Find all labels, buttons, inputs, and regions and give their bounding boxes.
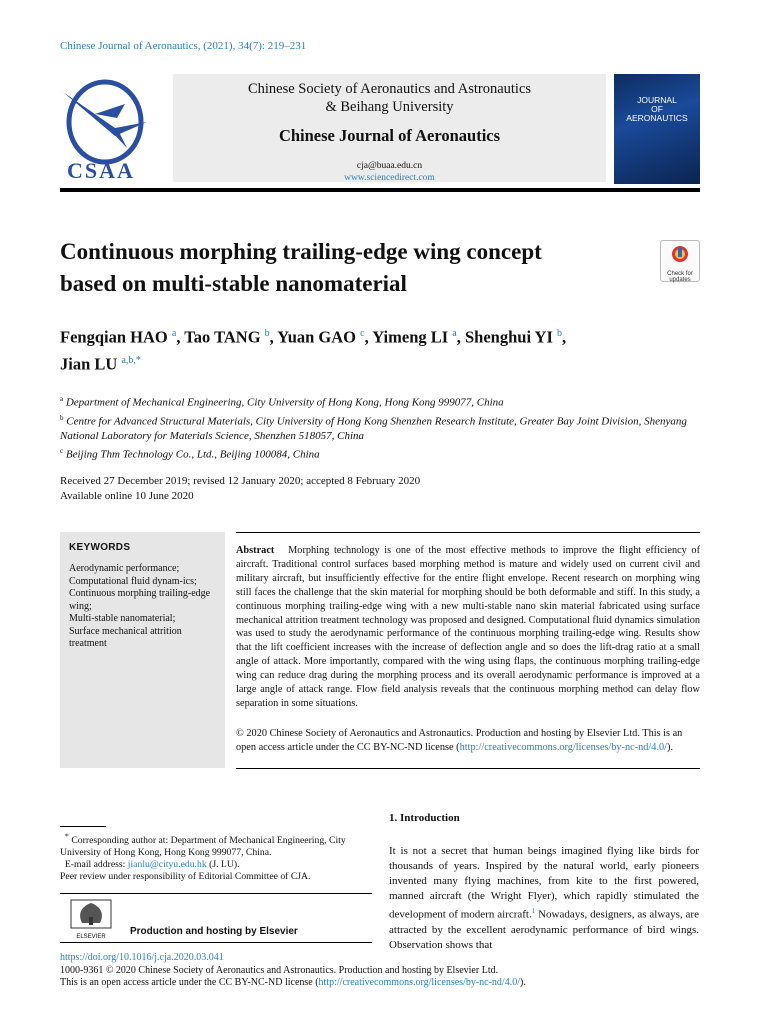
introduction-text: It is not a secret that human beings imagined flying like birds for thousands of years. Inspired by the natural world, early pioneers invented many flying machines, from kite to the first powered, manned aircraft (the Wright Flyer), which rapidly stimulated the development of modern aircraft.$^1$ Nowadays, designers, as always, are attracted by the excellent aerodynamic performance of bird wings. Observation shows that <box>389 845 699 951</box>
article-title-line1: Continuous morphing trailing-edge wing concept <box>60 239 542 264</box>
abstract-top-rule <box>236 532 700 533</box>
cover-text-line3: AERONAUTICS <box>626 113 688 123</box>
csaa-logo-text: CSAA <box>67 158 135 183</box>
csaa-logo <box>55 74 160 184</box>
abstract-bottom-rule <box>236 768 700 769</box>
available-online-date: Available online 10 June 2020 <box>60 490 194 502</box>
article-title <box>60 236 620 300</box>
society-name: Chinese Society of Aeronautics and Astronautics <box>247 81 532 97</box>
keywords-heading: KEYWORDS <box>69 542 131 553</box>
journal-website-link[interactable]: www.sciencedirect.com <box>344 173 435 183</box>
article-dates <box>60 474 700 504</box>
abstract-copyright: © 2020 Chinese Society of Aeronautics and Astronautics. Production and hosting by Elsevier Ltd. This is an open access article under the CC BY-NC-ND license (http://creativecommons.org/licenses/by-nc-nd/4.0/). <box>236 728 683 753</box>
journal-cover-image <box>614 74 700 184</box>
elsevier-production-box <box>60 893 372 943</box>
author-affil-sup[interactable]: c <box>360 328 365 339</box>
crossmark-label: Check for updates <box>667 271 693 283</box>
elsevier-logo-text: ELSEVIER <box>76 934 106 940</box>
author-affil-sup[interactable]: a <box>171 328 177 339</box>
author-affil-sup[interactable]: a,b,* <box>121 354 141 366</box>
journal-citation[interactable]: Chinese Journal of Aeronautics, (2021), 34(7): 219–231 <box>60 40 307 52</box>
author-list: Fengqian HAO $^a$, Tao TANG $^b$, Yuan GAO $^c$, Yimeng LI $^a$, Shenghui YI $^b$, Jian LU $^{a,b,*}$ <box>60 327 567 373</box>
affiliations <box>60 392 700 463</box>
author-affil-sup[interactable]: b <box>264 328 270 339</box>
crossmark-icon <box>670 244 690 264</box>
author-name[interactable]: Shenghui YI <box>465 327 553 347</box>
author-affil-sup[interactable]: a <box>452 328 457 339</box>
license-link[interactable]: http://creativecommons.org/licenses/by-nc-nd/4.0/ <box>459 741 668 753</box>
keywords-box <box>60 532 225 768</box>
page-footer: https://doi.org/10.1016/j.cja.2020.03.041 1000-9361 © 2020 Chinese Society of Aeronautics and Astronautics. Production and hosting by Elsevier Ltd. This is an open access article under the CC BY-NC-ND license (http://creativecommons.org/licenses/by-nc-nd/4.0/). <box>60 952 700 990</box>
author-name[interactable]: Fengqian HAO <box>60 327 168 347</box>
elsevier-logo <box>70 899 112 940</box>
abstract-text: Morphing technology is one of the most effective methods to improve the flight efficiency of aircraft. Traditional control surfaces based morphing method is mature and widely used on current civil and military aircraft, but insufficiently effective for the entire flight envelope. Recent research on morphing wing still faces the challenge that the skin material for morphing should be both deformable and stiff. In this study, a continuous morphing trailing-edge wing with a new multi-stable nano skin material fabricated using surface mechanical attrition treatment technology was proposed and designed. Computational fluid dynamics simulation was used to study the aerodynamic performance of the continuous morphing trailing-edge wing. Results show that the lift coefficient increases with the increase of deflection angle and so does the lift-drag ratio at a small angle of attack. More importantly, compared with the wing using flaps, the continuous morphing trailing-edge wing can reduce drag during the morphing process and its overall aerodynamic performance is improved at a large angle of attack range. Flow field analysis reveals that the continuous morphing method can delay flow separation in some situations. <box>236 545 700 709</box>
affiliation-item: $^a$ Department of Mechanical Engineering, City University of Hong Kong, Hong Kong 999077, China <box>60 395 504 409</box>
doi-link[interactable]: https://doi.org/10.1016/j.cja.2020.03.041 <box>60 952 224 963</box>
article-title-line2: based on multi-stable nanomaterial <box>60 271 407 296</box>
journal-header-box <box>173 74 606 182</box>
cover-text-line1: JOURNAL <box>637 95 677 105</box>
journal-email[interactable]: cja@buaa.edu.cn <box>356 161 423 171</box>
abstract-block <box>236 544 700 711</box>
keyword-item: Surface mechanical attrition treatment <box>69 625 182 649</box>
author-email-link[interactable]: jianlu@cityu.edu.hk <box>127 859 207 871</box>
section-heading: 1. Introduction <box>389 812 460 824</box>
footer-license-link[interactable]: http://creativecommons.org/licenses/by-nc-nd/4.0/ <box>318 977 520 989</box>
cover-text-line2: OF <box>651 104 663 114</box>
footnote-rule <box>60 826 106 827</box>
keyword-item: Aerodynamic performance; <box>69 563 180 574</box>
peer-review-note: Peer review under responsibility of Editorial Committee of CJA. <box>60 871 311 883</box>
author-name[interactable]: Yuan GAO <box>277 327 357 347</box>
keyword-item: Continuous morphing trailing-edge wing; <box>69 588 211 612</box>
reference-link[interactable]: 1 <box>531 907 536 915</box>
header-divider <box>60 188 700 192</box>
received-dates: Received 27 December 2019; revised 12 January 2020; accepted 8 February 2020 <box>60 475 421 487</box>
author-affil-sup[interactable]: b <box>557 328 563 339</box>
keyword-item: Computational fluid dynam-ics; <box>69 575 197 587</box>
author-name[interactable]: Jian LU <box>60 354 118 373</box>
check-for-updates-button[interactable] <box>660 240 700 282</box>
society-name-line2: & Beihang University <box>325 99 454 115</box>
author-name[interactable]: Tao TANG <box>184 327 261 347</box>
keywords-list <box>69 563 219 651</box>
keyword-item: Multi-stable nanomaterial; <box>69 613 176 624</box>
production-hosting-label: Production and hosting by Elsevier <box>130 926 298 937</box>
issn-copyright: 1000-9361 © 2020 Chinese Society of Aeronautics and Astronautics. Production and hosting by Elsevier Ltd. <box>60 964 499 976</box>
journal-title: Chinese Journal of Aeronautics <box>278 126 501 145</box>
affiliation-item: $^b$ Centre for Advanced Structural Materials, City University of Hong Kong Shenzhen Research Institute, Greater Bay Joint Division, Shenyang National Laboratory for Materials Science, Shenzhen 518057, China <box>60 413 687 443</box>
affiliation-item: $^c$ Beijing Thm Technology Co., Ltd., Beijing 100084, China <box>60 447 320 461</box>
corresponding-author-footnote: * Corresponding author at: Department of Mechanical Engineering, City University of Hong Kong, Hong Kong 999077, China. E-mail address: jianlu@cityu.edu.hk (J. LU). Peer review under responsibility of Editorial Committee of CJA. <box>60 831 372 883</box>
abstract-label: Abstract <box>236 545 275 556</box>
author-name[interactable]: Yimeng LI <box>372 327 449 347</box>
